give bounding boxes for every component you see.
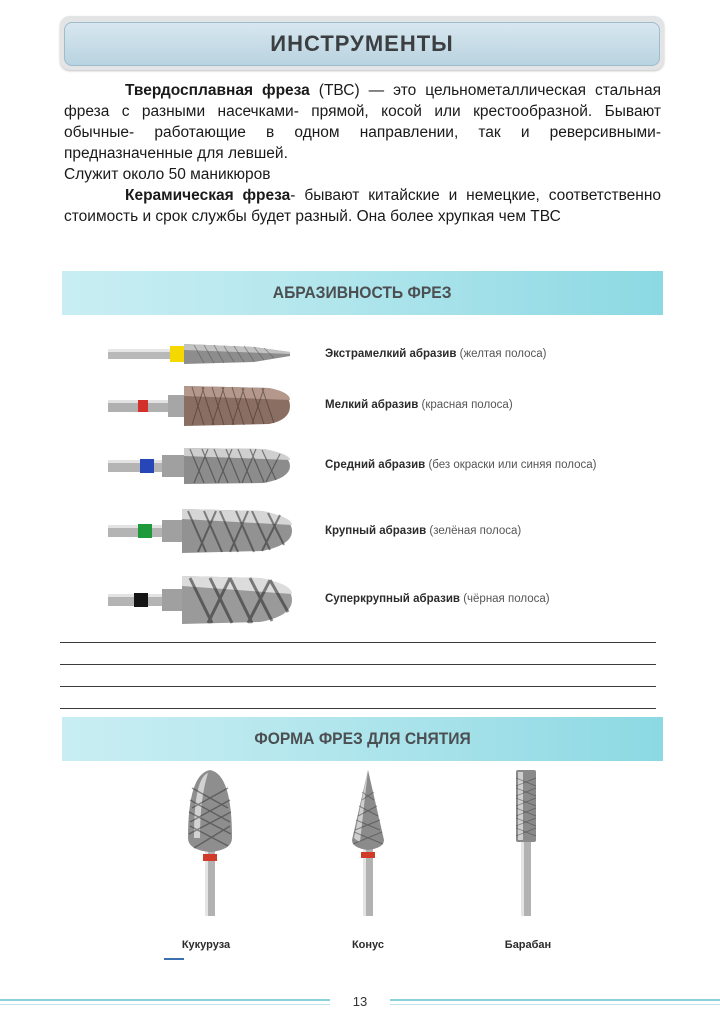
bur-label-coarse: Крупный абразив (зелёная полоса): [325, 525, 522, 537]
note-line: [60, 664, 656, 665]
page-title: ИНСТРУМЕНТЫ: [270, 31, 454, 56]
bur-extra-fine-image: [104, 328, 304, 384]
note-line: [60, 642, 656, 643]
bur-label-super-coarse: Суперкрупный абразив (чёрная полоса): [325, 593, 550, 605]
intro-text: [64, 80, 661, 227]
text-ceramic: - бывают китайские и немецкие, соответственно стоимость и срок службы будет разный. Она более хрупкая чем ТВС: [64, 187, 662, 225]
bur-medium-image: [104, 438, 304, 494]
text-cursor-mark: [164, 958, 184, 960]
bur-row-super-coarse: [104, 572, 664, 628]
bur-row-extra-fine: [104, 328, 664, 384]
corn-bur-image: [150, 768, 270, 918]
shape-label-barrel: Барабан: [504, 939, 552, 951]
paragraph-lifetime: Служит около 50 маникюров: [64, 166, 271, 183]
bur-row-coarse: [104, 503, 664, 559]
shape-label-cone: Конус: [351, 939, 385, 951]
bur-label-medium: Средний абразив (без окраски или синяя полоса): [325, 459, 597, 471]
bur-row-medium: [104, 438, 664, 494]
shapes-title: ФОРМА ФРЕЗ ДЛЯ СНЯТИЯ: [254, 729, 471, 748]
note-line: [60, 686, 656, 687]
barrel-bur-image: [466, 768, 586, 918]
term-tvs: Твердосплавная фреза: [125, 82, 310, 99]
shape-label-corn: Кукуруза: [181, 939, 231, 951]
abrasive-banner: [62, 271, 663, 315]
note-line: [60, 708, 656, 709]
term-ceramic: Керамическая фреза: [125, 187, 291, 204]
bur-coarse-image: [104, 503, 304, 559]
text-tvs: (ТВС) — это цельнометаллическая стальная фреза с разными насечками- прямой, косой или крестообразной. Бывают обычные- работающие в одном направлении, так и реверсивными- предназначенные для левшей.: [64, 82, 661, 162]
bur-row-fine: [104, 378, 664, 434]
paragraph-tvs: [64, 80, 661, 164]
bur-label-extra-fine: Экстрамелкий абразив (желтая полоса): [325, 348, 547, 360]
bur-label-fine: Мелкий абразив (красная полоса): [325, 399, 513, 411]
header-bar: [64, 22, 660, 66]
paragraph-ceramic: [64, 185, 661, 227]
abrasive-title: АБРАЗИВНОСТЬ ФРЕЗ: [273, 283, 452, 302]
bur-fine-image: [104, 378, 304, 434]
bur-super-coarse-image: [104, 572, 304, 628]
cone-bur-image: [308, 768, 428, 918]
shapes-banner: [62, 717, 663, 761]
page-number: 13: [330, 994, 390, 1009]
